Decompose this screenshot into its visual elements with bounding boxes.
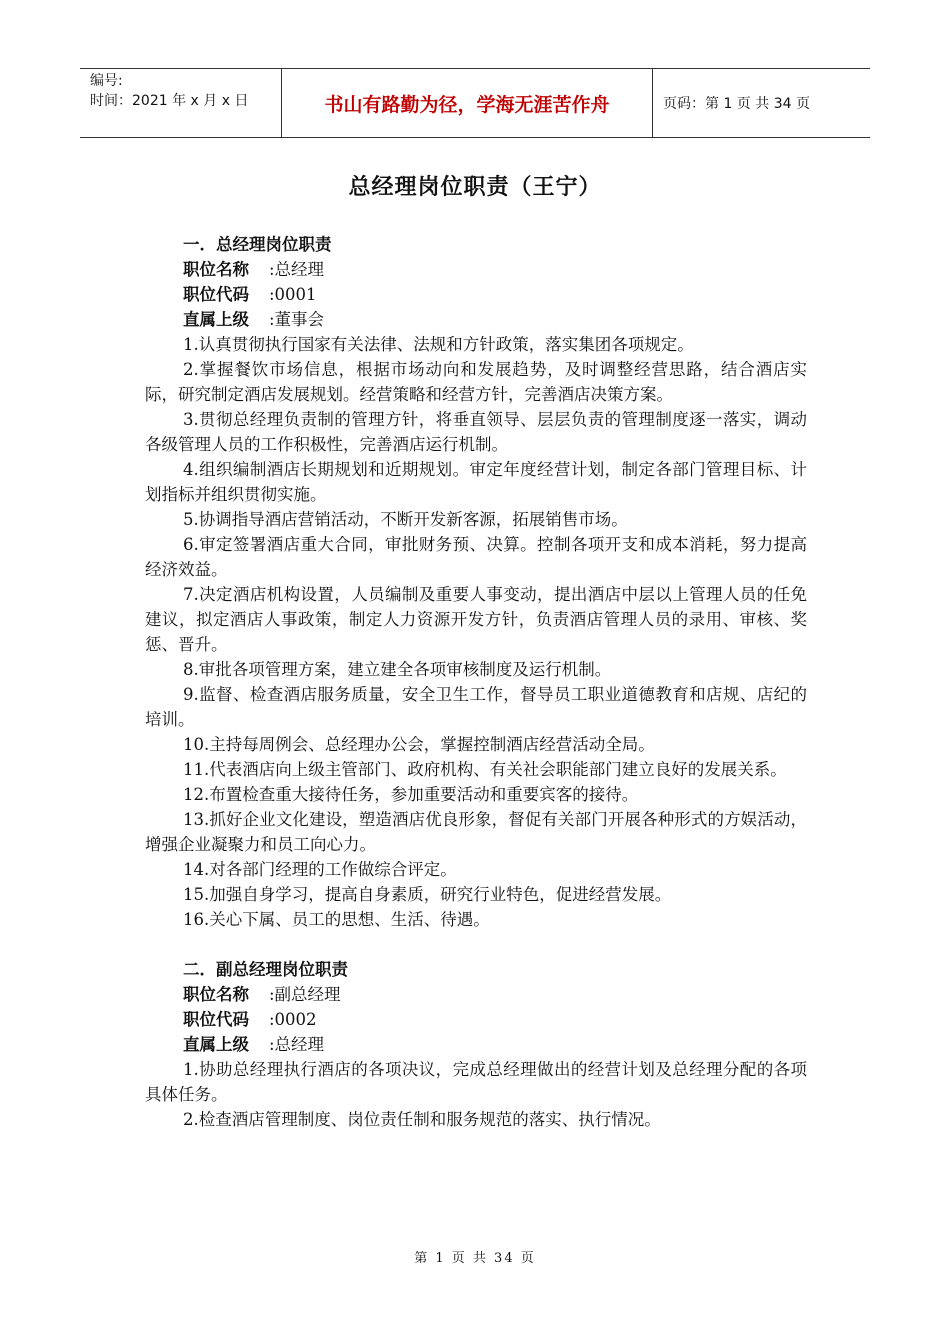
duty-item: 7.决定酒店机构设置，人员编制及重要人事变动，提出酒店中层以上管理人员的任免建议，拟定酒店人事政策，制定人力资源开发方针，负责酒店管理人员的录用、审核、奖惩、晋升。: [145, 585, 807, 654]
duty-item: 13.抓好企业文化建设，塑造酒店优良形象，督促有关部门开展各种形式的方娱活动，增强企业凝聚力和员工向心力。: [145, 810, 807, 854]
header-motto: 书山有路勤为径，学海无涯苦作舟: [281, 69, 653, 137]
field-value: :副总经理: [269, 985, 341, 1004]
field-value: :董事会: [269, 310, 325, 329]
duty-item: 14.对各部门经理的工作做综合评定。: [183, 860, 457, 879]
duty-item: 1.协助总经理执行酒店的各项决议，完成总经理做出的经营计划及总经理分配的各项具体任务。: [145, 1060, 807, 1104]
serial-number-label: 编号:: [90, 73, 123, 89]
field-row: [145, 1032, 807, 1057]
field-row: [145, 1007, 807, 1032]
duty-item: 10.主持每周例会、总经理办公会，掌握控制酒店经营活动全局。: [183, 735, 655, 754]
duty-item: 8.审批各项管理方案，建立建全各项审核制度及运行机制。: [183, 660, 612, 679]
document-body: [145, 232, 807, 1132]
header-meta: [80, 69, 281, 137]
section-heading: 一．总经理岗位职责: [183, 235, 332, 254]
section-1: [145, 232, 807, 932]
field-label: 职位名称: [183, 260, 249, 279]
duty-item: 4.组织编制酒店长期规划和近期规划。审定年度经营计划，制定各部门管理目标、计划指标并组织贯彻实施。: [145, 460, 807, 504]
field-label: 职位名称: [183, 985, 249, 1004]
header-page-info: 页码：第 1 页 共 34 页: [663, 96, 810, 112]
document-title: 总经理岗位职责（王宁）: [348, 175, 602, 200]
duty-item: 1.认真贯彻执行国家有关法律、法规和方针政策，落实集团各项规定。: [183, 335, 694, 354]
field-value: :总经理: [269, 1035, 325, 1054]
duty-item: 12.布置检查重大接待任务，参加重要活动和重要宾客的接待。: [183, 785, 639, 804]
field-label: 职位代码: [183, 1010, 249, 1029]
section-heading: 二．副总经理岗位职责: [183, 960, 348, 979]
duty-item: 11.代表酒店向上级主管部门、政府机构、有关社会职能部门建立良好的发展关系。: [183, 760, 787, 779]
field-label: 职位代码: [183, 285, 249, 304]
field-row: [145, 257, 807, 282]
field-value: :0001: [269, 285, 317, 304]
field-label: 直属上级: [183, 1035, 249, 1054]
duty-item: 5.协调指导酒店营销活动，不断开发新客源，拓展销售市场。: [183, 510, 628, 529]
field-row: [145, 307, 807, 332]
page-header: [80, 68, 870, 138]
field-value: :总经理: [269, 260, 325, 279]
duty-item: 2.掌握餐饮市场信息，根据市场动向和发展趋势，及时调整经营思路，结合酒店实际，研究制定酒店发展规划。经营策略和经营方针，完善酒店决策方案。: [145, 360, 807, 404]
duty-item: 9.监督、检查酒店服务质量，安全卫生工作，督导员工职业道德教育和店规、店纪的培训。: [145, 685, 807, 729]
time-label: 时间：2021 年 x 月 x 日: [90, 93, 249, 109]
duty-item: 16.关心下属、员工的思想、生活、待遇。: [183, 910, 490, 929]
duty-item: 6.审定签署酒店重大合同，审批财务预、决算。控制各项开支和成本消耗，努力提高经济效益。: [145, 535, 807, 579]
field-row: [145, 982, 807, 1007]
field-label: 直属上级: [183, 310, 249, 329]
duty-item: 3.贯彻总经理负责制的管理方针，将垂直领导、层层负责的管理制度逐一落实，调动各级管理人员的工作积极性，完善酒店运行机制。: [145, 410, 807, 454]
field-value: :0002: [269, 1010, 317, 1029]
section-2: [145, 957, 807, 1132]
duty-item: 15.加强自身学习，提高自身素质，研究行业特色，促进经营发展。: [183, 885, 672, 904]
duty-item: 2.检查酒店管理制度、岗位责任制和服务规范的落实、执行情况。: [183, 1110, 661, 1129]
page-footer: 第 1 页 共 34 页: [414, 1251, 536, 1266]
field-row: [145, 282, 807, 307]
